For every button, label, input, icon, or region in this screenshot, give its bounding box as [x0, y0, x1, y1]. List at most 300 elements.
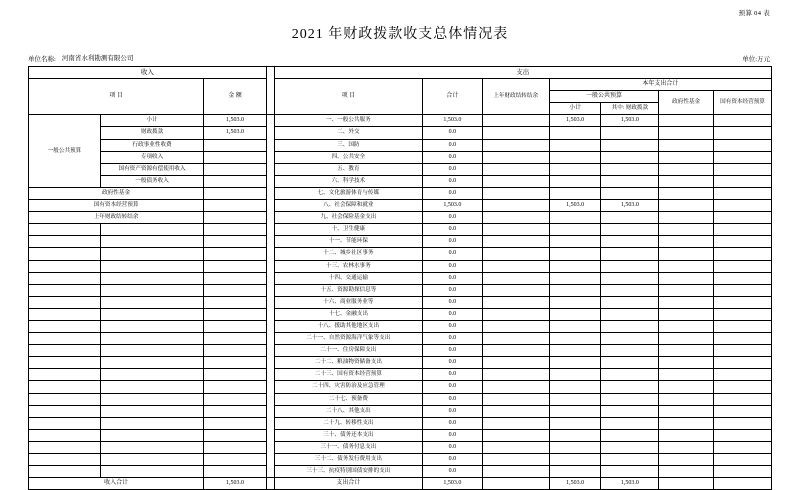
table-row	[29, 454, 772, 466]
expense-carryover	[482, 441, 549, 453]
income-item-label: 行政事业性收费	[100, 139, 203, 151]
expense-total-carry	[482, 478, 549, 490]
expense-total: 0.0	[423, 224, 482, 236]
expense-general-other	[601, 296, 659, 308]
header-income-item: 项 目	[29, 79, 204, 115]
expense-soe-capital	[714, 151, 772, 163]
expense-general-sub	[549, 357, 601, 369]
expense-total: 0.0	[423, 163, 482, 175]
expense-soe-capital	[714, 320, 772, 332]
income-item-amount	[204, 187, 267, 199]
income-empty-cell	[204, 272, 267, 284]
expense-carryover	[482, 187, 549, 199]
expense-carryover	[482, 175, 549, 187]
table-row	[29, 296, 772, 308]
income-empty-cell	[100, 417, 203, 429]
income-empty-cell	[29, 296, 101, 308]
expense-soe-capital	[714, 393, 772, 405]
income-empty-cell	[29, 333, 101, 345]
expense-soe-capital	[714, 369, 772, 381]
expense-soe-capital	[714, 260, 772, 272]
header-general-other: 其中: 财政拨款	[601, 103, 659, 115]
expense-carryover	[482, 454, 549, 466]
expense-item-label: 十八、援助其他地区支出	[274, 320, 423, 332]
income-empty-cell	[100, 333, 203, 345]
expense-item-label: 十七、金融支出	[274, 308, 423, 320]
expense-general-other	[601, 405, 659, 417]
expense-item-label: 二十三、国有资本经营预算	[274, 369, 423, 381]
expense-general-other	[601, 320, 659, 332]
income-item-label: 小计	[100, 115, 203, 127]
expense-gov-fund	[659, 187, 714, 199]
income-item-label: 国有资产资源有偿使用收入	[100, 163, 203, 175]
income-empty-cell	[29, 320, 101, 332]
expense-soe-capital	[714, 236, 772, 248]
expense-general-other	[601, 393, 659, 405]
expense-soe-capital	[714, 417, 772, 429]
expense-item-label: 十五、资源勘探信息等	[274, 284, 423, 296]
table-row	[29, 357, 772, 369]
income-group-general-budget: 一般公共预算	[29, 115, 101, 188]
expense-item-label: 十三、农林水事务	[274, 260, 423, 272]
income-item-amount	[204, 175, 267, 187]
unit-name-label: 单位名称:	[28, 56, 56, 63]
expense-item-label: 三、国防	[274, 139, 423, 151]
income-empty-cell	[29, 236, 101, 248]
income-empty-cell	[29, 429, 101, 441]
expense-total: 0.0	[423, 357, 482, 369]
income-empty-cell	[100, 296, 203, 308]
expense-soe-capital	[714, 429, 772, 441]
expense-item-label: 二十七、预备费	[274, 393, 423, 405]
expense-general-sub	[549, 333, 601, 345]
header-general-sub: 小计	[549, 103, 601, 115]
header-income-group: 收入	[29, 67, 267, 79]
header-income-amount: 金 额	[204, 79, 267, 115]
expense-general-other	[601, 308, 659, 320]
expense-general-sub	[549, 320, 601, 332]
expense-general-other	[601, 284, 659, 296]
income-empty-cell	[100, 236, 203, 248]
expense-general-sub	[549, 272, 601, 284]
expense-gov-fund	[659, 381, 714, 393]
expense-total: 0.0	[423, 212, 482, 224]
expense-soe-capital	[714, 296, 772, 308]
expense-item-label: 十四、交通运输	[274, 272, 423, 284]
header-general-budget: 一般公共预算	[549, 91, 658, 103]
income-empty-cell	[204, 236, 267, 248]
income-empty-cell	[29, 381, 101, 393]
expense-carryover	[482, 333, 549, 345]
expense-carryover	[482, 296, 549, 308]
expense-gov-fund	[659, 139, 714, 151]
income-empty-cell	[204, 345, 267, 357]
expense-total: 0.0	[423, 441, 482, 453]
income-item-amount	[204, 139, 267, 151]
expense-carryover	[482, 139, 549, 151]
expense-general-sub	[549, 163, 601, 175]
expense-general-sub	[549, 417, 601, 429]
income-item-amount	[204, 151, 267, 163]
expense-general-sub	[549, 175, 601, 187]
expense-general-sub	[549, 212, 601, 224]
expense-gov-fund	[659, 429, 714, 441]
expense-total: 0.0	[423, 127, 482, 139]
expense-gov-fund	[659, 260, 714, 272]
footer-row	[29, 478, 772, 490]
table-row	[29, 284, 772, 296]
expense-general-sub	[549, 441, 601, 453]
expense-item-label: 七、文化旅游体育与传媒	[274, 187, 423, 199]
expense-soe-capital	[714, 248, 772, 260]
expense-carryover	[482, 127, 549, 139]
income-empty-cell	[29, 260, 101, 272]
income-empty-cell	[204, 320, 267, 332]
income-empty-cell	[100, 308, 203, 320]
expense-total: 0.0	[423, 429, 482, 441]
expense-gov-fund	[659, 441, 714, 453]
form-code: 预算 04 表	[738, 10, 770, 17]
expense-item-label: 三十、债务还本支出	[274, 429, 423, 441]
expense-gov-fund	[659, 345, 714, 357]
expense-gov-fund	[659, 272, 714, 284]
income-empty-cell	[100, 345, 203, 357]
expense-item-label: 二十一、自然资源海洋气象等支出	[274, 333, 423, 345]
expense-gov-fund	[659, 320, 714, 332]
table-row	[29, 224, 772, 236]
expense-general-other	[601, 345, 659, 357]
income-total-label: 收入合计	[29, 478, 204, 490]
income-empty-cell	[100, 429, 203, 441]
income-empty-cell	[29, 417, 101, 429]
expense-total: 0.0	[423, 175, 482, 187]
expense-total-value: 1,503.0	[423, 478, 482, 490]
expense-total: 0.0	[423, 151, 482, 163]
income-empty-cell	[100, 224, 203, 236]
expense-gov-fund	[659, 405, 714, 417]
expense-gov-fund	[659, 151, 714, 163]
expense-total: 0.0	[423, 296, 482, 308]
expense-item-label: 二十一、住房保障支出	[274, 345, 423, 357]
expense-carryover	[482, 417, 549, 429]
unit-measure: 单位:万元	[742, 56, 770, 63]
table-row	[29, 405, 772, 417]
expense-total: 0.0	[423, 320, 482, 332]
expense-item-label: 二、外交	[274, 127, 423, 139]
expense-gov-fund	[659, 163, 714, 175]
expense-total: 0.0	[423, 260, 482, 272]
expense-carryover	[482, 357, 549, 369]
expense-general-sub	[549, 393, 601, 405]
expense-soe-capital	[714, 441, 772, 453]
expense-total: 0.0	[423, 139, 482, 151]
header-carryover: 上年财政结转结余	[482, 79, 549, 115]
table-row	[29, 320, 772, 332]
expense-general-sub	[549, 224, 601, 236]
header-gov-fund: 政府性基金	[659, 91, 714, 115]
table-row	[29, 212, 772, 224]
expense-total-sub: 1,503.0	[549, 478, 601, 490]
expense-gov-fund	[659, 224, 714, 236]
spacer-col	[266, 67, 274, 115]
spacer-cell	[266, 115, 274, 478]
expense-item-label: 五、教育	[274, 163, 423, 175]
income-empty-cell	[29, 345, 101, 357]
expense-gov-fund	[659, 357, 714, 369]
expense-general-sub: 1,503.0	[549, 200, 601, 212]
expense-carryover	[482, 369, 549, 381]
expense-general-sub	[549, 248, 601, 260]
unit-name-value: 河南省水利勘测有限公司	[61, 55, 134, 62]
income-empty-cell	[100, 381, 203, 393]
income-empty-cell	[204, 333, 267, 345]
expense-general-other	[601, 236, 659, 248]
expense-general-other	[601, 151, 659, 163]
expense-general-other	[601, 224, 659, 236]
header-soe-capital: 国有资本经营预算	[714, 91, 772, 115]
table-header-row-2	[29, 79, 772, 91]
income-item-amount: 1,503.0	[204, 115, 267, 127]
income-empty-cell	[29, 357, 101, 369]
expense-total: 0.0	[423, 236, 482, 248]
expense-general-sub	[549, 405, 601, 417]
budget-table	[28, 66, 772, 490]
expense-carryover	[482, 308, 549, 320]
income-empty-cell	[29, 308, 101, 320]
table-row	[29, 441, 772, 453]
expense-gov-fund	[659, 212, 714, 224]
income-empty-cell	[204, 224, 267, 236]
expense-general-other	[601, 417, 659, 429]
expense-general-sub: 1,503.0	[549, 115, 601, 127]
expense-soe-capital	[714, 127, 772, 139]
table-row	[29, 187, 772, 199]
expense-carryover	[482, 284, 549, 296]
income-empty-cell	[204, 308, 267, 320]
table-row	[29, 139, 772, 151]
page-title: 2021 年财政拨款收支总体情况表	[291, 27, 509, 42]
expense-gov-fund	[659, 333, 714, 345]
income-empty-cell	[204, 369, 267, 381]
header-current-year-group: 本年支出合计	[549, 79, 771, 91]
income-empty-cell	[100, 272, 203, 284]
expense-total: 0.0	[423, 369, 482, 381]
expense-general-other	[601, 139, 659, 151]
expense-item-label: 一、一般公共服务	[274, 115, 423, 127]
income-empty-cell	[204, 284, 267, 296]
income-empty-cell	[29, 272, 101, 284]
header-total: 合计	[423, 79, 482, 115]
income-item-label: 专项收入	[100, 151, 203, 163]
income-empty-cell	[29, 393, 101, 405]
income-empty-cell	[100, 284, 203, 296]
expense-soe-capital	[714, 224, 772, 236]
expense-soe-capital	[714, 163, 772, 175]
expense-general-other	[601, 260, 659, 272]
income-total-amount: 1,503.0	[204, 478, 267, 490]
expense-general-sub	[549, 381, 601, 393]
expense-item-label: 四、公共安全	[274, 151, 423, 163]
expense-gov-fund	[659, 248, 714, 260]
income-empty-cell	[29, 248, 101, 260]
expense-soe-capital	[714, 381, 772, 393]
table-row	[29, 260, 772, 272]
income-empty-cell	[29, 405, 101, 417]
income-item-label: 上年财政结转结余	[29, 212, 204, 224]
expense-gov-fund	[659, 236, 714, 248]
expense-general-sub	[549, 284, 601, 296]
expense-total: 0.0	[423, 333, 482, 345]
expense-total-soe	[714, 478, 772, 490]
expense-general-sub	[549, 187, 601, 199]
expense-total-other: 1,503.0	[601, 478, 659, 490]
expense-soe-capital	[714, 405, 772, 417]
income-empty-cell	[204, 405, 267, 417]
table-row	[29, 236, 772, 248]
expense-carryover	[482, 163, 549, 175]
expense-carryover	[482, 224, 549, 236]
expense-general-sub	[549, 296, 601, 308]
expense-soe-capital	[714, 345, 772, 357]
expense-soe-capital	[714, 357, 772, 369]
income-item-amount	[204, 212, 267, 224]
expense-gov-fund	[659, 127, 714, 139]
expense-general-other	[601, 381, 659, 393]
expense-soe-capital	[714, 115, 772, 127]
expense-general-other	[601, 333, 659, 345]
expense-general-other: 1,503.0	[601, 200, 659, 212]
table-row	[29, 308, 772, 320]
expense-total: 0.0	[423, 381, 482, 393]
expense-total: 0.0	[423, 345, 482, 357]
expense-carryover	[482, 212, 549, 224]
expense-general-other	[601, 454, 659, 466]
income-item-amount: 1,503.0	[204, 127, 267, 139]
expense-general-other	[601, 212, 659, 224]
expense-item-label: 九、社会保险基金支出	[274, 212, 423, 224]
table-row	[29, 381, 772, 393]
meta-row	[28, 53, 772, 63]
expense-item-label: 十、卫生健康	[274, 224, 423, 236]
expense-total: 0.0	[423, 417, 482, 429]
income-empty-cell	[204, 248, 267, 260]
expense-carryover	[482, 429, 549, 441]
income-item-label: 一般债务收入	[100, 175, 203, 187]
table-row	[29, 429, 772, 441]
expense-soe-capital	[714, 212, 772, 224]
income-empty-cell	[204, 260, 267, 272]
income-empty-cell	[100, 320, 203, 332]
table-row	[29, 175, 772, 187]
income-empty-cell	[100, 248, 203, 260]
expense-general-sub	[549, 308, 601, 320]
income-empty-cell	[29, 441, 101, 453]
expense-carryover	[482, 248, 549, 260]
income-empty-cell	[204, 454, 267, 466]
expense-general-other	[601, 163, 659, 175]
expense-carryover	[482, 260, 549, 272]
expense-general-sub	[549, 454, 601, 466]
expense-total: 1,503.0	[423, 200, 482, 212]
expense-gov-fund	[659, 417, 714, 429]
expense-total: 1,503.0	[423, 115, 482, 127]
table-header-row-1	[29, 67, 772, 79]
expense-general-sub	[549, 236, 601, 248]
expense-carryover	[482, 115, 549, 127]
expense-total: 0.0	[423, 405, 482, 417]
income-empty-cell	[204, 417, 267, 429]
table-row	[29, 369, 772, 381]
income-empty-cell	[204, 393, 267, 405]
expense-total: 0.0	[423, 308, 482, 320]
expense-general-sub	[549, 260, 601, 272]
expense-gov-fund	[659, 393, 714, 405]
expense-general-sub	[549, 139, 601, 151]
table-footer	[29, 478, 772, 490]
expense-soe-capital	[714, 454, 772, 466]
table-row	[29, 151, 772, 163]
expense-carryover	[482, 236, 549, 248]
income-item-label: 财政拨款	[100, 127, 203, 139]
expense-soe-capital	[714, 139, 772, 151]
table-row	[29, 333, 772, 345]
expense-total: 0.0	[423, 284, 482, 296]
table-row	[29, 393, 772, 405]
expense-general-other	[601, 441, 659, 453]
expense-item-label: 十二、城乡社区事务	[274, 248, 423, 260]
income-empty-cell	[29, 224, 101, 236]
expense-item-label: 二十四、灾害防治及应急管理	[274, 381, 423, 393]
expense-total: 0.0	[423, 272, 482, 284]
expense-soe-capital	[714, 200, 772, 212]
expense-carryover	[482, 393, 549, 405]
income-empty-cell	[204, 441, 267, 453]
expense-general-other	[601, 357, 659, 369]
expense-gov-fund	[659, 200, 714, 212]
expense-total: 0.0	[423, 393, 482, 405]
income-empty-cell	[100, 454, 203, 466]
header-expense-group: 支出	[274, 67, 771, 79]
income-item-amount	[204, 163, 267, 175]
expense-total: 0.0	[423, 187, 482, 199]
expense-item-label: 八、社会保障和就业	[274, 200, 423, 212]
table-row	[29, 163, 772, 175]
expense-general-sub	[549, 151, 601, 163]
income-empty-cell	[100, 393, 203, 405]
expense-gov-fund	[659, 308, 714, 320]
expense-item-label: 三十二、债务发行费用支出	[274, 454, 423, 466]
expense-item-label: 三十三、抗疫特别国债安排的支出	[274, 466, 423, 478]
table-row	[29, 417, 772, 429]
table-row	[29, 345, 772, 357]
expense-total: 0.0	[423, 454, 482, 466]
expense-item-label: 二十九、转移性支出	[274, 417, 423, 429]
income-empty-cell	[29, 369, 101, 381]
expense-general-sub	[549, 429, 601, 441]
expense-total: 0.0	[423, 466, 482, 478]
expense-carryover	[482, 405, 549, 417]
expense-general-other	[601, 369, 659, 381]
income-empty-cell	[100, 357, 203, 369]
income-empty-cell	[100, 369, 203, 381]
income-empty-cell	[204, 381, 267, 393]
expense-gov-fund	[659, 369, 714, 381]
table-body	[29, 115, 772, 478]
expense-soe-capital	[714, 175, 772, 187]
income-item-amount	[204, 200, 267, 212]
expense-general-sub	[549, 369, 601, 381]
expense-item-label: 六、科学技术	[274, 175, 423, 187]
